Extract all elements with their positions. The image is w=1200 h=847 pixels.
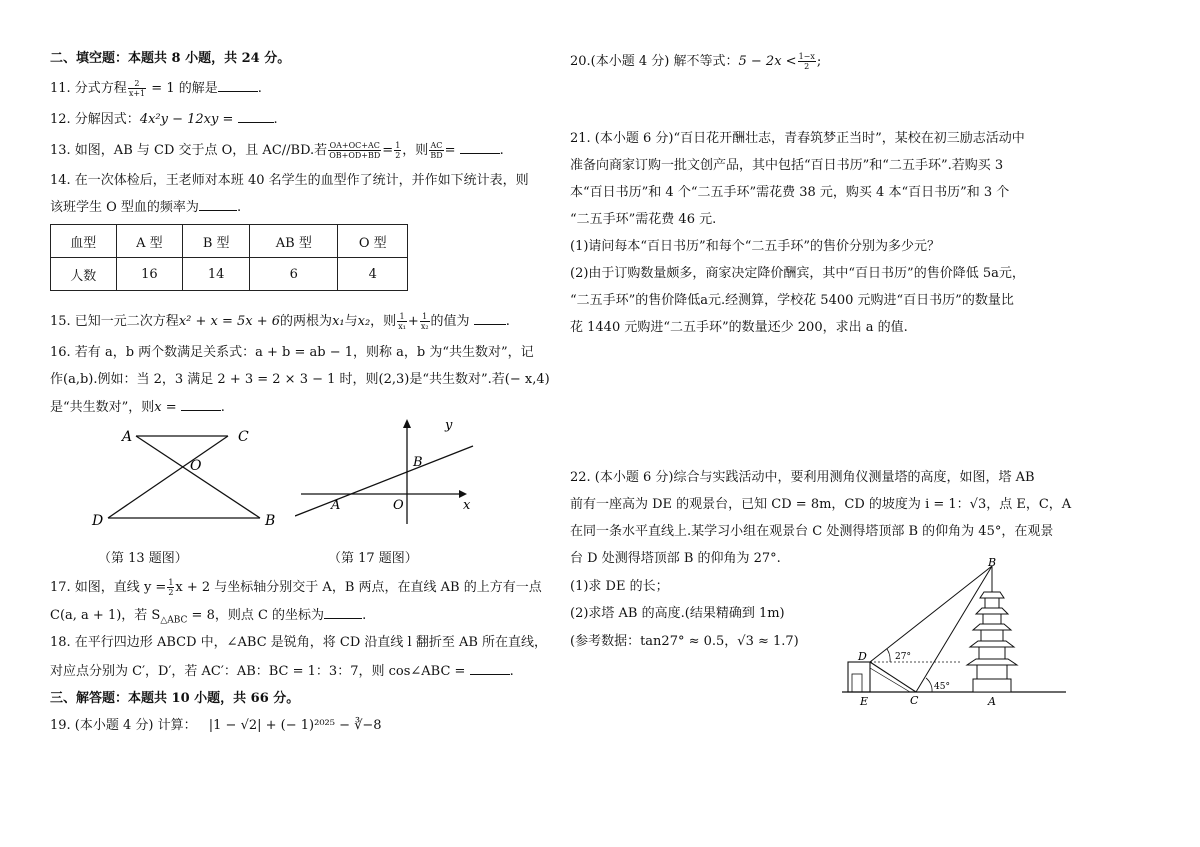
section3-heading: 三、解答题：本题共 10 小题，共 66 分。 [50, 691, 300, 706]
label-d: D [858, 650, 867, 663]
table-cell: B 型 [183, 225, 250, 258]
table-header-row [51, 225, 408, 258]
question-18-line1: 18. 在平行四边形 ABCD 中，∠ABC 是锐角，将 CD 沿直线 l 翻折至 AB 所在直线， [50, 635, 548, 650]
question-14-line1: 14. 在一次体检后，王老师对本班 40 名学生的血型作了统计，并作如下统计表，则 [50, 173, 529, 188]
question-22-line3: 在同一条水平直线上.某学习小组在观景台 C 处测得塔顶部 B 的仰角为 45°，在观景 [570, 524, 1054, 539]
label-45: 45° [934, 682, 950, 692]
label-27: 27° [895, 652, 911, 662]
label-c: C [238, 429, 249, 445]
question-13: 13. 如图，AB 与 CD 交于点 O，且 AC//BD.若 $\frac{OA+OC+AC}{OB+OD+BD}$ = $\frac{1}{2}$ ，则 $\frac{AC}{BD}$ = . [50, 141, 504, 160]
table-cell: 4 [338, 258, 408, 291]
sight-line-d [870, 566, 992, 662]
answer-blank [199, 198, 237, 211]
q13-fraction-2: $\frac{1}{2}$ [395, 141, 401, 160]
line-ab [295, 446, 473, 516]
question-17-line2: C(a, a + 1)，若 $S_{\triangle ABC} = 8$，则点 C 的坐标为 . [50, 608, 367, 626]
figure-13-caption: （第 13 题图） [98, 551, 188, 566]
question-15: 15. 已知一元二次方程x² + x = 5x + 6的两根为x₁与x₂，则 $\frac{1}{\text{x₁}}$ + $\frac{1}{\text{x₂}}$ 的值为 . [50, 312, 510, 331]
tower-icon [967, 592, 1017, 692]
question-20: 20.(本小题 4 分) 解不等式：5 − 2x < $\frac{1-x}{2}$ ; [570, 52, 822, 71]
label-y: y [445, 418, 453, 433]
label-b: B [265, 513, 276, 529]
question-18-line2: 对应点分别为 C′，D′，若 AC′：AB：BC = 1：3：7，则 cos∠ABC = . [50, 664, 514, 679]
answer-blank [218, 79, 258, 92]
table-row [51, 258, 408, 291]
label-o: O [190, 458, 202, 474]
question-16-line1: 16. 若有 a，b 两个数满足关系式：a + b = ab − 1，则称 a，b 为“共生数对”，记 [50, 345, 534, 360]
q15-fraction-2: $\frac{1}{\text{x₂}}$ [420, 312, 429, 331]
table-cell: 16 [116, 258, 183, 291]
question-17-line1: 17. 如图，直线 y = $\frac{1}{2}$ x + 2 与坐标轴分别交于 A，B 两点，在直线 AB 的上方有一点 [50, 578, 542, 597]
answer-blank [324, 606, 362, 619]
angle-45-arc [926, 678, 932, 692]
slope-dc [870, 662, 916, 692]
question-21-line8: 花 1440 元购进“二五手环”的数量还少 200，求出 a 的值. [570, 320, 908, 335]
q13-fraction-1: $\frac{OA+OC+AC}{OB+OD+BD}$ [329, 141, 381, 160]
question-11: 11. 分式方程 $\frac{2}{x+1}$ = 1 的解是 . [50, 79, 262, 98]
angle-27-arc [887, 649, 890, 662]
question-22-line2: 前有一座高为 DE 的观景台，已知 CD = 8m，CD 的坡度为 i = 1：√3，点 E，C，A [570, 497, 1072, 512]
table-cell: O 型 [338, 225, 408, 258]
question-16-line3: 是“共生数对”，则x = . [50, 400, 225, 415]
figure-13 [90, 424, 290, 534]
table-cell: 血型 [51, 225, 117, 258]
platform [848, 662, 870, 692]
question-22-line7: (参考数据：tan27° ≈ 0.5，√3 ≈ 1.7) [570, 634, 799, 649]
figure-17-caption: （第 17 题图） [328, 551, 418, 566]
blood-type-table [50, 224, 408, 291]
label-b: B [413, 455, 423, 470]
question-19: 19. (本小题 4 分) 计算： |1 − √2| + (− 1)²⁰²⁵ − ∛−8 [50, 718, 382, 733]
y-axis-arrow [403, 419, 411, 428]
q13-fraction-3: $\frac{AC}{BD}$ [430, 141, 443, 160]
table-cell: 人数 [51, 258, 117, 291]
answer-blank [181, 398, 221, 411]
answer-blank [470, 662, 510, 675]
question-21-line6: (2)由于订购数量颇多，商家决定降价酬宾，其中“百日书历”的售价降低 5a元， [570, 266, 1025, 281]
question-14-line2: 该班学生 O 型血的频率为 . [50, 200, 242, 215]
question-22-line5: (1)求 DE 的长； [570, 579, 669, 594]
q11-fraction: $\frac{2}{x+1}$ [128, 79, 146, 98]
table-cell: AB 型 [250, 225, 338, 258]
label-a: A [122, 429, 133, 445]
answer-blank [238, 110, 274, 123]
label-a: A [988, 695, 996, 708]
label-c: C [910, 694, 919, 707]
question-12: 12. 分解因式：4x²y − 12xy = . [50, 112, 278, 127]
platform-door [852, 674, 862, 692]
question-21-line2: 准备向商家订购一批文创产品，其中包括“百日书历”和“二五手环”.若购买 3 [570, 158, 1004, 173]
question-22-line6: (2)求塔 AB 的高度.(结果精确到 1m) [570, 606, 785, 621]
segment-cd [108, 436, 228, 518]
question-21-line1: 21. (本小题 6 分)“百日花开酬壮志，青春筑梦正当时”，某校在初三励志活动中 [570, 131, 1025, 146]
q15-fraction-1: $\frac{1}{\text{x₁}}$ [398, 312, 406, 331]
segment-ab [136, 436, 260, 518]
table-cell: A 型 [116, 225, 183, 258]
x-axis-arrow [459, 490, 467, 498]
question-22-line1: 22. (本小题 6 分)综合与实践活动中，要利用测角仪测量塔的高度，如图，塔 AB [570, 470, 1035, 485]
label-o: O [393, 498, 404, 513]
figure-17 [295, 416, 475, 526]
section2-heading: 二、填空题：本题共 8 小题，共 24 分。 [50, 51, 291, 66]
question-21-line5: (1)请问每本“百日书历”和每个“二五手环”的售价分别为多少元？ [570, 239, 940, 254]
label-b: B [988, 558, 997, 569]
question-21-line3: 本“百日书历”和 4 个“二五手环”需花费 38 元，购买 4 本“百日书历”和 3 个 [570, 185, 1010, 200]
slope-stairs [870, 668, 910, 692]
question-21-line4: “二五手环”需花费 46 元. [570, 212, 717, 227]
label-x: x [463, 498, 471, 513]
q17-fraction: $\frac{1}{2}$ [168, 578, 174, 597]
question-21-line7: “二五手环”的售价降低a元.经测算，学校花 5400 元购进“百日书历”的数量比 [570, 293, 1014, 308]
table-cell: 14 [183, 258, 250, 291]
q20-fraction: $\frac{1-x}{2}$ [798, 52, 815, 71]
table-cell: 6 [250, 258, 338, 291]
label-a: A [331, 498, 341, 513]
answer-blank [460, 141, 500, 154]
question-16-line2: 作(a,b).例如：当 2，3 满足 2 + 3 = 2 × 3 − 1 时，则(2,3)是“共生数对”.若(− x,4) [50, 372, 550, 387]
label-e: E [860, 695, 869, 708]
question-22-line4: 台 D 处测得塔顶部 B 的仰角为 27°. [570, 551, 781, 566]
label-d: D [92, 513, 104, 529]
answer-blank [474, 312, 506, 325]
figure-22 [840, 558, 1070, 708]
